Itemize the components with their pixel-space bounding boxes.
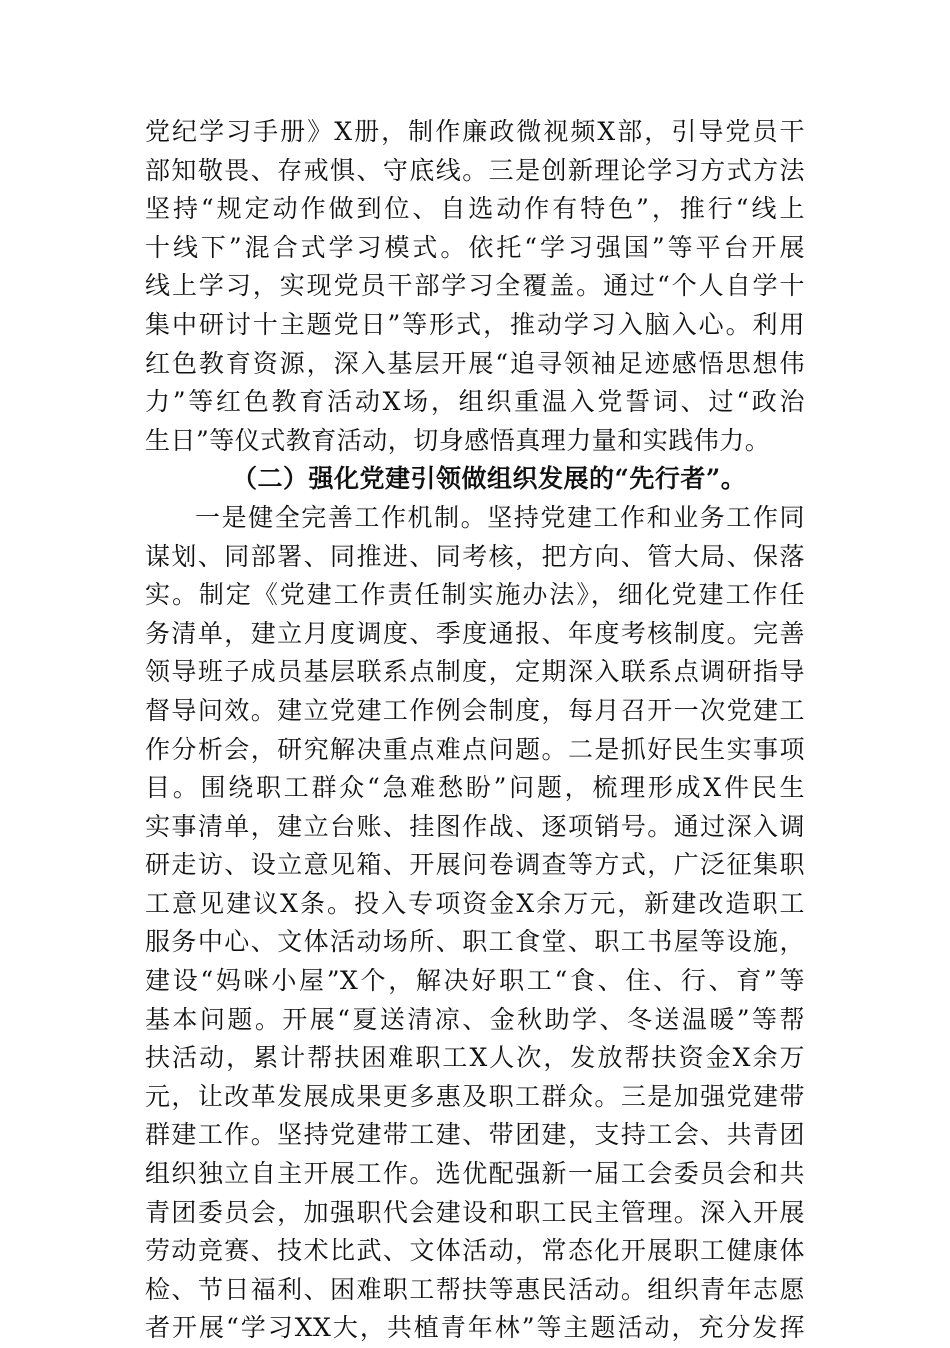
text-line: 元，让改革发展成果更多惠及职工群众。三是加强党建带	[145, 1081, 805, 1111]
text-line: 十线下”混合式学习模式。依托“学习强国”等平台开展	[145, 232, 805, 262]
text-line: 基本问题。开展“夏送清凉、金秋助学、冬送温暖”等帮	[145, 1004, 805, 1034]
text-line: 务清单，建立月度调度、季度通报、年度考核制度。完善	[145, 618, 805, 648]
text-line: 检、节日福利、困难职工帮扶等惠民活动。组织青年志愿	[145, 1274, 805, 1304]
text-line: 研走访、设立意见箱、开展问卷调查等方式，广泛征集职	[145, 850, 805, 880]
text-line: 青团委员会，加强职代会建设和职工民主管理。深入开展	[145, 1197, 805, 1227]
text-line: 实事清单，建立台账、挂图作战、逐项销号。通过深入调	[145, 811, 805, 841]
text-line: 坚持“规定动作做到位、自选动作有特色”，推行“线上	[145, 194, 805, 224]
text-line: 组织独立自主开展工作。选优配强新一届工会委员会和共	[145, 1159, 805, 1189]
text-line: 劳动竞赛、技术比武、文体活动，常态化开展职工健康体	[145, 1236, 805, 1266]
text-line: 领导班子成员基层联系点制度，定期深入联系点调研指导	[145, 657, 805, 687]
text-line: 实。制定《党建工作责任制实施办法》，细化党建工作任	[145, 580, 805, 610]
text-line: 扶活动，累计帮扶困难职工X人次，发放帮扶资金X余万	[145, 1043, 805, 1073]
paragraph-1	[145, 113, 805, 460]
text-line: 目。围绕职工群众“急难愁盼”问题，梳理形成X件民生	[145, 773, 805, 803]
text-line: 督导问效。建立党建工作例会制度，每月召开一次党建工	[145, 695, 805, 725]
text-line: 群建工作。坚持党建带工建、带团建，支持工会、共青团	[145, 1120, 805, 1150]
text-line: 部知敬畏、存戒惧、守底线。三是创新理论学习方式方法	[145, 155, 805, 185]
text-line: 集中研讨十主题党日”等形式，推动学习入脑入心。利用	[145, 309, 805, 339]
text-line: 工意见建议X条。投入专项资金X余万元，新建改造职工	[145, 888, 805, 918]
text-line: 建设“妈咪小屋”X个，解决好职工“食、住、行、育”等	[145, 966, 805, 996]
text-line: 服务中心、文体活动场所、职工食堂、职工书屋等设施，	[145, 927, 805, 957]
section-heading: （二）强化党建引领做组织发展的“先行者”。	[232, 464, 747, 494]
text-line: 生日”等仪式教育活动，切身感悟真理力量和实践伟力。	[145, 425, 771, 455]
document-body	[145, 113, 805, 1348]
text-line: 作分析会，研究解决重点难点问题。二是抓好民生实事项	[145, 734, 805, 764]
text-line: 一是健全完善工作机制。坚持党建工作和业务工作同	[195, 502, 805, 532]
text-line: 者开展“学习XX大，共植青年林”等主题活动，充分发挥	[145, 1313, 805, 1343]
text-line: 党纪学习手册》X册，制作廉政微视频X部，引导党员干	[145, 117, 805, 146]
text-line: 谋划、同部署、同推进、同考核，把方向、管大局、保落	[145, 541, 805, 571]
paragraph-2	[145, 499, 805, 1348]
text-line: 线上学习，实现党员干部学习全覆盖。通过“个人自学十	[145, 271, 805, 301]
text-line: 红色教育资源，深入基层开展“追寻领袖足迹感悟思想伟	[145, 348, 805, 378]
text-line: 力”等红色教育活动X场，组织重温入党誓词、过“政治	[145, 387, 805, 417]
